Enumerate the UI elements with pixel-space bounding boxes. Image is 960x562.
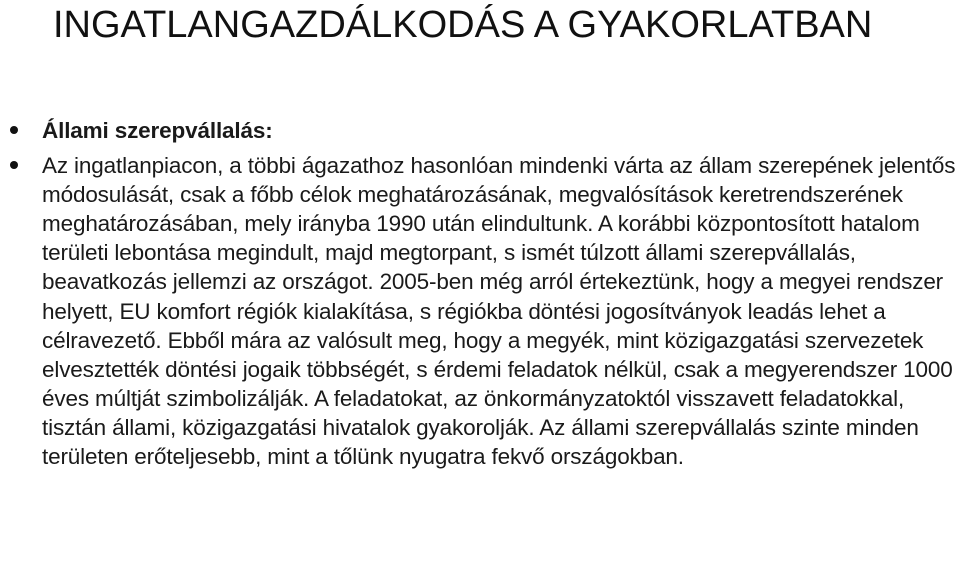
bullet-icon — [10, 161, 18, 169]
bullet-icon — [10, 126, 18, 134]
bullet-body-text: Az ingatlanpiacon, a többi ágazathoz hasonlóan mindenki várta az állam szerepének jelentős módosulását, csak a főbb célok meghatározásának, megvalósítások keretrendszerének meghatározásában, mely irányba 1990 után elindultunk. A korábbi központosított hatalom területi lebontása megindult, majd megtorpant, s ismét túlzott állami szerepvállalás, beavatkozás jellemzi az országot. 2005-ben még arról értekeztünk, hogy a megyei rendszer helyett, EU komfort régiók kialakítása, s régiókba döntési jogosítványok leadás lehet a célravezető. Ebből mára az valósult meg, hogy a megyék, mint közigazgatási szervezetek elvesztették döntési jogaik többségét, s érdemi feladatok nélkül, csak a megyerendszer 1000 éves múltját szimbolizálják. A feladatokat, az önkormányzatoktól visszavett feladatokkal, tisztán állami, közigazgatási hivatalok gyakorolják. Az állami szerepvállalás szinte minden területen erőteljesebb, mint a tőlünk nyugatra fekvő országokban. — [42, 153, 956, 470]
bullet-heading-text: Állami szerepvállalás: — [42, 118, 273, 143]
slide-title: INGATLANGAZDÁLKODÁS A GYAKORLATBAN — [53, 4, 873, 46]
bullet-item-body — [0, 151, 960, 471]
bullet-item-heading — [0, 116, 960, 145]
bullet-list — [0, 116, 960, 471]
